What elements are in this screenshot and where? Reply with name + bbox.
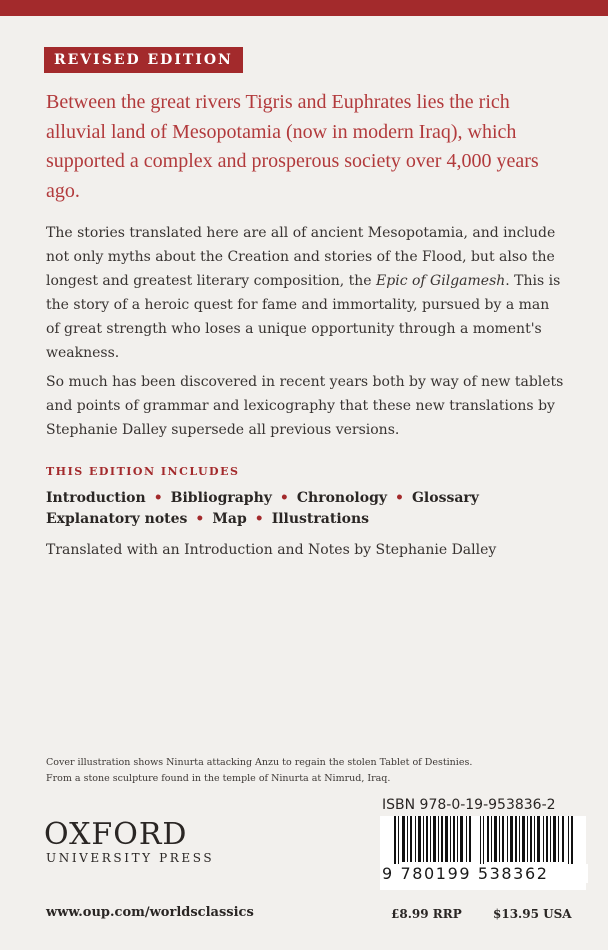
includes-item: Illustrations: [271, 511, 370, 527]
includes-item: Glossary: [411, 490, 479, 506]
includes-row-1: [46, 488, 566, 509]
includes-heading: THIS EDITION INCLUDES: [46, 465, 240, 478]
bullet-separator: •: [153, 490, 163, 506]
bullet-separator: •: [279, 490, 289, 506]
description-paragraph: [46, 221, 566, 365]
price-usd: $13.95 USA: [493, 907, 572, 921]
publisher-subtitle: UNIVERSITY PRESS: [46, 851, 215, 865]
includes-item: Introduction: [46, 490, 146, 506]
book-title-italic: Epic of Gilgamesh: [376, 273, 506, 289]
includes-list: [46, 488, 566, 530]
bullet-separator: •: [254, 511, 264, 527]
credit-line-1: Cover illustration shows Ninurta attacking Anzu to regain the stolen Tablet of Destinies.: [46, 757, 473, 768]
paragraph-text-after: . This is the story of a heroic quest for fame and immortality, pursued by a man of great strength who loses a unique opportunity through a moment's weakness.: [46, 273, 561, 361]
isbn-text: ISBN 978-0-19-953836-2: [382, 797, 556, 813]
translator-credit: Translated with an Introduction and Notes by Stephanie Dalley: [46, 542, 497, 558]
includes-item: Map: [212, 511, 247, 527]
includes-item: Bibliography: [170, 490, 272, 506]
includes-item: Chronology: [296, 490, 388, 506]
bullet-separator: •: [395, 490, 404, 506]
top-color-band: [0, 0, 608, 16]
cover-illustration-credit: [46, 755, 566, 787]
price-gbp: £8.99 RRP: [391, 907, 462, 921]
barcode-icon: [380, 816, 586, 866]
paragraph-text-before: The stories translated here are all of ancient Mesopotamia, and include not only myths about the Creation and stories of the Flood, but also the longest and greatest literary composition, the: [46, 225, 556, 289]
barcode-digits: 9 780199 538362: [380, 864, 588, 883]
lead-blurb: Between the great rivers Tigris and Euphrates lies the rich alluvial land of Mesopotamia (now in modern Iraq), which supported a complex and prosperous society over 4,000 years ago.: [46, 91, 539, 202]
credit-line-2: From a stone sculpture found in the temple of Ninurta at Nimrud, Iraq.: [46, 773, 391, 784]
edition-badge: REVISED EDITION: [44, 47, 243, 73]
translation-paragraph: So much has been discovered in recent years both by way of new tablets and points of grammar and lexicography that these new translations by Stephanie Dalley supersede all previous versions.: [46, 374, 564, 438]
publisher-logo: OXFORD: [44, 817, 188, 852]
publisher-url[interactable]: www.oup.com/worldsclassics: [46, 905, 254, 920]
includes-item: Explanatory notes: [46, 511, 188, 527]
includes-row-2: [46, 509, 566, 530]
bullet-separator: •: [195, 511, 205, 527]
